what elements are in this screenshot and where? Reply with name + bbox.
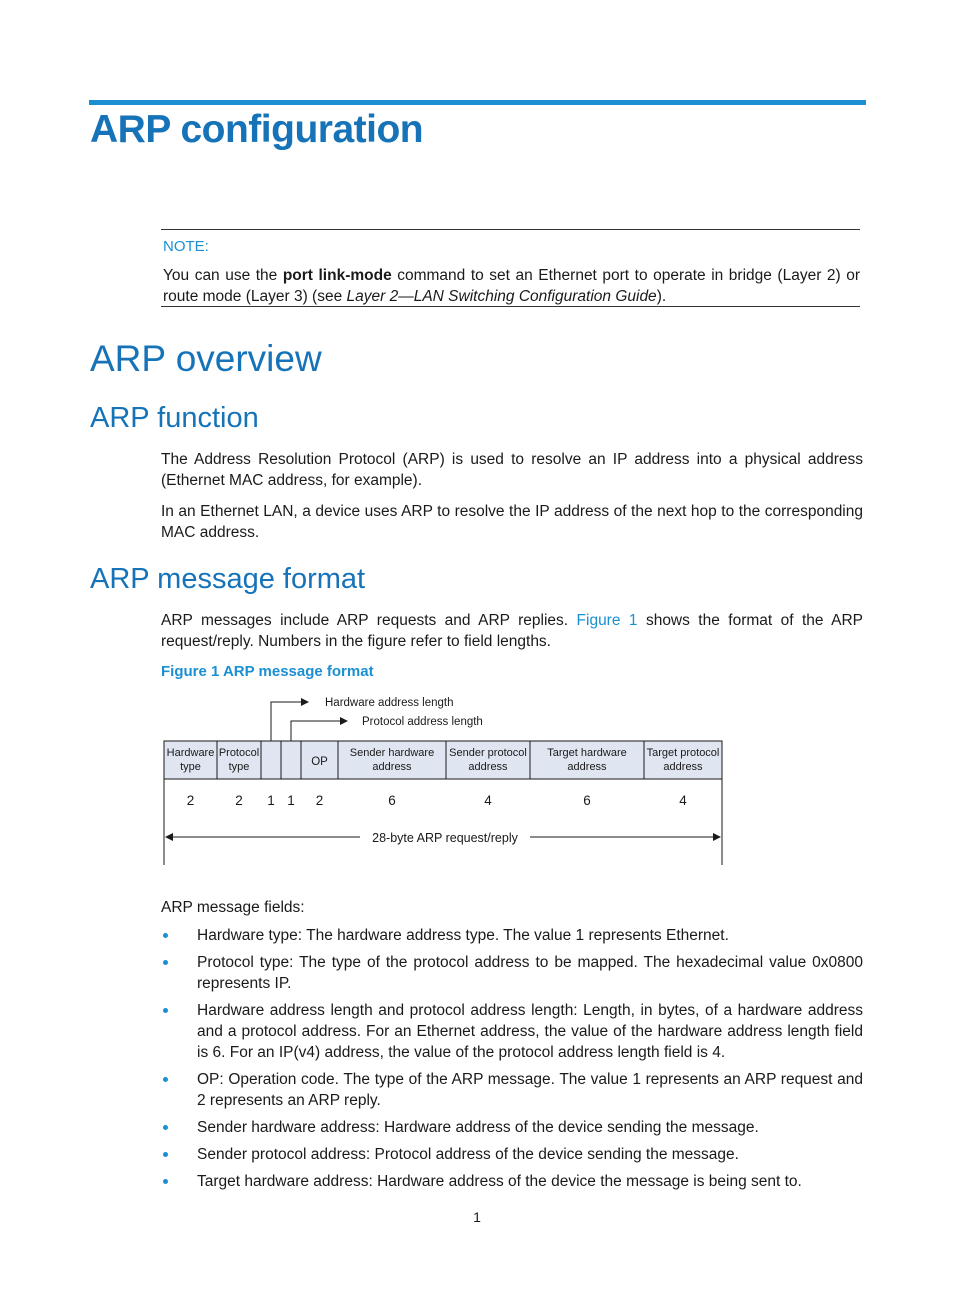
note-text-post: ).	[656, 288, 667, 305]
format-paragraph-post: shows the format of the ARP request/reply. Numbers in the figure refer to field lengths.	[161, 612, 863, 650]
field-label-line1: Sender protocol	[449, 747, 527, 759]
list-item	[161, 1000, 863, 1063]
field-label-line1: Hardware	[166, 747, 215, 759]
field-label-line2: type	[228, 761, 250, 773]
list-item	[161, 1171, 863, 1192]
note-guide-title: Layer 2—LAN Switching Configuration Guide	[346, 288, 657, 305]
page-number: 1	[473, 1209, 481, 1225]
field-label-line2: address	[372, 761, 412, 773]
list-item	[161, 952, 863, 994]
bullet-icon	[163, 933, 168, 938]
field-length-value: 6	[583, 793, 591, 808]
bullet-icon	[163, 1152, 168, 1157]
field-box	[446, 741, 530, 808]
field-box-rect	[281, 741, 301, 779]
fields-intro: ARP message fields:	[161, 899, 305, 916]
field-length-value: 2	[315, 793, 324, 808]
bullet-icon	[163, 1179, 168, 1184]
field-length-value: 2	[186, 793, 195, 808]
note-text	[163, 265, 860, 307]
hw-length-label: Hardware address length	[325, 697, 454, 709]
field-box	[217, 741, 261, 808]
list-item	[161, 1069, 863, 1111]
format-paragraph	[161, 610, 863, 652]
field-label-line1: OP	[311, 756, 328, 768]
field-label-line2: address	[468, 761, 508, 773]
list-item	[161, 925, 863, 946]
field-length-value: 4	[679, 793, 687, 808]
field-length-value: 2	[235, 793, 243, 808]
note-command: port link-mode	[282, 267, 392, 284]
list-item-text: Sender protocol address: Protocol address of the device sending the message.	[197, 1146, 739, 1163]
field-label-line2: type	[180, 761, 201, 773]
function-paragraph-1: The Address Resolution Protocol (ARP) is used to resolve an IP address into a physical address (Ethernet MAC address, for example).	[161, 451, 863, 489]
list-item-text: Target hardware address: Hardware address of the device the message is being sent to.	[197, 1173, 802, 1190]
proto-length-arrow	[291, 721, 347, 741]
field-box	[164, 741, 217, 808]
note-text-mid: command to set an Ethernet port to operate in bridge (Layer 2) or route mode (Layer 3) (see	[163, 267, 860, 305]
heading-arp-message-format: ARP message format	[90, 563, 366, 595]
field-length-value: 4	[484, 793, 492, 808]
field-box	[644, 741, 722, 808]
format-paragraph-pre: ARP messages include ARP requests and ARP replies.	[161, 612, 577, 629]
field-box	[261, 741, 281, 808]
field-label-line1: Sender hardware	[349, 747, 435, 759]
field-list	[161, 925, 863, 1198]
field-label-line1: Target hardware	[547, 747, 627, 759]
heading-arp-function: ARP function	[90, 402, 259, 434]
list-item	[161, 1117, 863, 1138]
function-paragraph-2: In an Ethernet LAN, a device uses ARP to resolve the IP address of the next hop to the corresponding MAC address.	[161, 503, 863, 541]
field-box	[281, 741, 301, 808]
figure-caption: Figure 1 ARP message format	[161, 663, 374, 680]
bullet-icon	[163, 1125, 168, 1130]
field-box	[301, 741, 338, 808]
note-label: NOTE:	[163, 238, 209, 255]
field-length-value: 6	[388, 793, 396, 808]
heading-arp-overview: ARP overview	[90, 338, 322, 379]
arp-message-format-diagram	[150, 690, 740, 870]
field-length-value: 1	[287, 793, 295, 808]
field-label-line1: Protocol	[218, 747, 260, 759]
field-box-rect	[261, 741, 281, 779]
bullet-icon	[163, 960, 168, 965]
bullet-icon	[163, 1077, 168, 1082]
bullet-icon	[163, 1008, 168, 1013]
field-box	[530, 741, 644, 808]
note-box	[161, 229, 860, 307]
page-title: ARP configuration	[90, 108, 424, 151]
list-item	[161, 1144, 863, 1165]
list-item-text: Hardware type: The hardware address type. The value 1 represents Ethernet.	[197, 927, 729, 944]
field-label-line1: Target protocol	[646, 747, 720, 759]
note-text-pre: You can use the	[163, 267, 283, 284]
field-label-line2: address	[567, 761, 607, 773]
list-item-text: Sender hardware address: Hardware address of the device sending the message.	[197, 1119, 759, 1136]
figure-1-link[interactable]: Figure 1	[576, 612, 638, 629]
field-length-value: 1	[267, 793, 275, 808]
list-item-text: Hardware address length and protocol address length: Length, in bytes, of a hardware address and a protocol address. For an Ethernet address, the value of the hardware address length field is 6. For an IP(v4) address, the value of the protocol address length field is 4.	[197, 1002, 863, 1061]
field-label-line2: address	[663, 761, 703, 773]
list-item-text: Protocol type: The type of the protocol address to be mapped. The hexadecimal value 0x0800 represents IP.	[197, 954, 863, 992]
list-item-text: OP: Operation code. The type of the ARP message. The value 1 represents an ARP request and 2 represents an ARP reply.	[197, 1071, 863, 1109]
field-box	[338, 741, 446, 808]
total-length-label: 28-byte ARP request/reply	[372, 831, 518, 845]
proto-length-label: Protocol address length	[362, 716, 483, 728]
title-rule	[89, 100, 866, 105]
